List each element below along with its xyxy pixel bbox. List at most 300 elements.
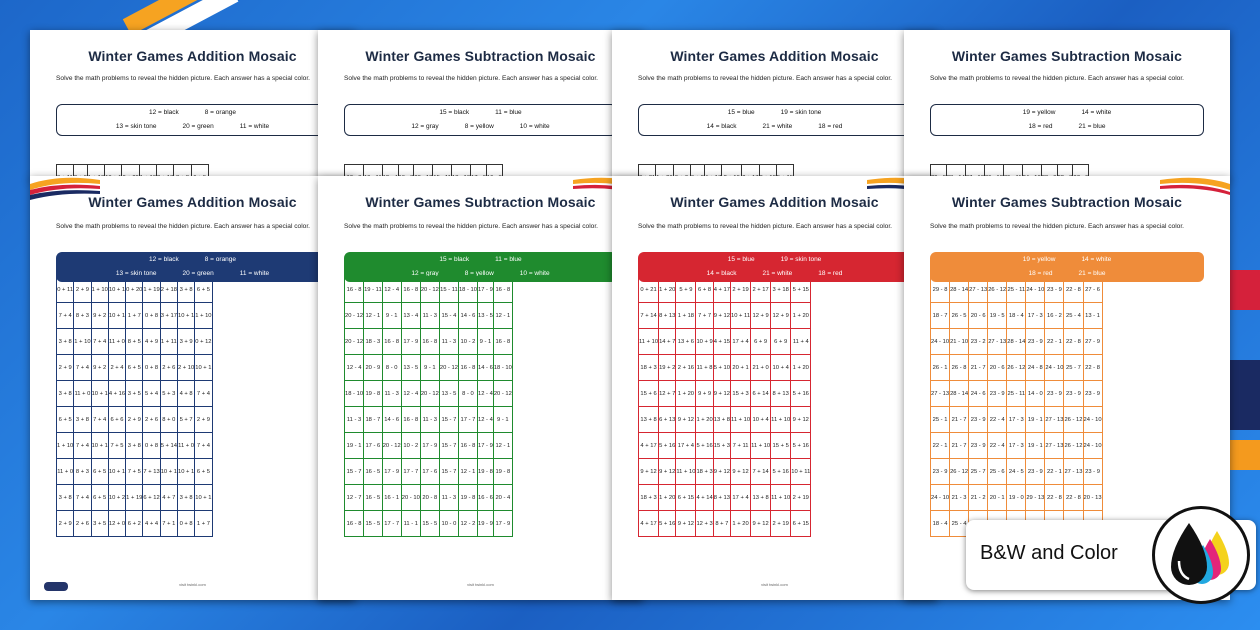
problem-cell: 3 + 18 [771, 277, 791, 303]
problem-cell: 17 - 7 [458, 407, 477, 433]
problem-cell: 8 + 13 [659, 303, 676, 329]
problem-cell: 9 - 1 [420, 355, 439, 381]
problem-cell: 10 + 9 [696, 329, 713, 355]
problem-cell: 19 + 2 [659, 355, 676, 381]
problem-cell: 27 - 13 [1045, 433, 1064, 459]
problem-cell: 6 + 8 [696, 277, 713, 303]
problem-cell: 20 - 6 [988, 355, 1007, 381]
worksheet-instructions: Solve the math problems to reveal the hidden picture. Each answer has a special color. [930, 75, 1185, 82]
problem-cell: 12 - 4 [401, 381, 420, 407]
problem-cell: 20 - 4 [493, 485, 512, 511]
problem-cell: 0 + 21 [639, 277, 659, 303]
legend-item: 21 = white [762, 123, 793, 130]
problem-cell: 5 + 16 [771, 459, 791, 485]
problem-cell: 4 + 17 [639, 433, 659, 459]
legend-item: 20 = green [182, 123, 214, 130]
grid-row [345, 381, 513, 407]
grid-row [57, 511, 213, 537]
problem-cell: 8 + 3 [74, 459, 91, 485]
problem-cell: 25 - 6 [988, 459, 1007, 485]
grid-row [639, 303, 811, 329]
problem-cell: 20 - 13 [1083, 485, 1102, 511]
grid-row [57, 329, 213, 355]
problem-cell: 12 - 4 [478, 381, 494, 407]
problem-cell: 25 - 11 [1007, 277, 1026, 303]
problem-cell: 19 - 1 [1026, 433, 1045, 459]
problem-cell: 24 - 6 [969, 381, 988, 407]
ink-drops-svg [1155, 509, 1247, 601]
problem-cell: 0 + 20 [126, 277, 143, 303]
problem-cell: 12 + 9 [751, 303, 771, 329]
worksheet-footer [626, 582, 923, 594]
problem-cell: 7 + 4 [74, 355, 91, 381]
problem-cell: 21 - 10 [950, 329, 969, 355]
problem-cell: 10 + 1 [177, 459, 194, 485]
legend-item: 11 = blue [495, 256, 522, 263]
grid-row [345, 485, 513, 511]
problem-cell: 24 - 8 [1026, 355, 1045, 381]
problem-cell: 13 + 6 [676, 329, 696, 355]
legend-item: 18 = red [1028, 270, 1053, 277]
problem-cell: 10 + 1 [177, 303, 194, 329]
problem-cell: 12 - 1 [458, 459, 477, 485]
problem-cell: 15 - 7 [439, 433, 458, 459]
grid-row [57, 407, 213, 433]
problem-cell: 20 - 8 [420, 485, 439, 511]
problem-cell: 16 - 1 [382, 485, 401, 511]
problem-cell: 1 + 18 [676, 303, 696, 329]
problem-cell: 12 - 1 [493, 433, 512, 459]
problem-cell: 19 - 5 [988, 303, 1007, 329]
problem-cell: 11 - 3 [345, 407, 364, 433]
problem-cell: 14 - 6 [382, 407, 401, 433]
problem-cell: 7 + 4 [195, 433, 212, 459]
problem-cell: 23 - 9 [1026, 329, 1045, 355]
ink-drops-icon [1152, 506, 1250, 604]
legend-item: 12 = gray [411, 270, 439, 277]
problem-cell: 10 + 1 [108, 303, 125, 329]
legend-item: 10 = white [519, 270, 550, 277]
problem-cell: 12 - 2 [458, 511, 477, 537]
problem-cell: 22 - 8 [1083, 355, 1102, 381]
problem-cell: 6 + 5 [126, 355, 143, 381]
grid-row [639, 485, 811, 511]
problem-cell: 11 + 10 [771, 407, 791, 433]
problem-cell: 22 - 1 [1045, 459, 1064, 485]
problem-cell: 1 + 10 [57, 433, 74, 459]
problem-cell: 10 + 1 [108, 459, 125, 485]
color-legend [930, 104, 1204, 136]
problem-cell: 9 + 12 [713, 381, 730, 407]
problem-cell: 4 + 15 [713, 329, 730, 355]
grid-row [931, 303, 1103, 329]
problem-cell: 18 + 3 [639, 355, 659, 381]
problem-cell: 7 + 5 [126, 459, 143, 485]
problem-cell: 8 + 5 [126, 329, 143, 355]
problem-cell: 11 - 3 [439, 329, 458, 355]
problem-cell: 3 + 8 [177, 277, 194, 303]
problem-cell: 2 + 9 [74, 277, 91, 303]
grid-row [57, 485, 213, 511]
worksheet-addition2-color [612, 176, 937, 600]
problem-cell: 18 - 10 [345, 381, 364, 407]
problem-cell: 27 - 13 [969, 277, 988, 303]
problem-cell: 6 + 12 [143, 485, 160, 511]
problem-cell: 7 + 7 [696, 303, 713, 329]
problem-cell: 13 - 4 [401, 303, 420, 329]
legend-item: 14 = black [706, 123, 737, 130]
problem-cell: 1 + 10 [74, 329, 91, 355]
grid-row [639, 459, 811, 485]
problem-cell: 11 + 0 [57, 459, 74, 485]
color-legend [638, 104, 911, 136]
problem-cell: 1 + 7 [195, 511, 212, 537]
grid-row [345, 303, 513, 329]
problem-cell: 0 + 8 [143, 303, 160, 329]
grid-row [345, 511, 513, 537]
grid-row [639, 381, 811, 407]
problem-cell: 5 + 4 [143, 381, 160, 407]
problem-cell: 22 - 8 [1064, 277, 1083, 303]
problem-cell: 10 + 4 [751, 407, 771, 433]
problem-cell: 17 - 6 [420, 459, 439, 485]
problem-cell: 16 - 8 [493, 277, 512, 303]
problem-cell: 4 + 8 [177, 381, 194, 407]
legend-item: 12 = gray [411, 123, 439, 130]
problem-cell: 10 - 2 [401, 433, 420, 459]
problem-cell: 16 - 8 [345, 511, 364, 537]
problem-cell: 14 - 0 [1026, 381, 1045, 407]
problem-cell: 4 + 4 [143, 511, 160, 537]
problem-cell: 25 - 11 [1007, 381, 1026, 407]
problem-cell: 10 + 11 [791, 459, 811, 485]
problem-cell: 6 + 2 [126, 511, 143, 537]
problem-cell: 1 + 20 [731, 511, 751, 537]
problem-cell: 3 + 8 [74, 407, 91, 433]
problem-cell: 21 - 7 [950, 433, 969, 459]
problem-cell: 21 - 7 [969, 355, 988, 381]
problem-cell: 10 + 1 [195, 485, 212, 511]
problem-cell: 2 + 6 [74, 511, 91, 537]
problem-cell: 25 - 7 [1064, 355, 1083, 381]
problem-cell: 6 + 5 [91, 459, 108, 485]
problem-cell: 17 - 7 [401, 459, 420, 485]
worksheet-title: Winter Games Subtraction Mosaic [951, 48, 1183, 64]
problem-cell: 9 - 1 [493, 407, 512, 433]
problem-cell: 8 - 0 [382, 355, 401, 381]
problem-cell: 9 + 12 [791, 407, 811, 433]
footer-url: visit twinkl.com [467, 582, 494, 587]
problem-cell: 9 + 12 [676, 407, 696, 433]
worksheet-instructions: Solve the math problems to reveal the hidden picture. Each answer has a special color. [56, 75, 311, 82]
problem-cell: 15 + 6 [639, 381, 659, 407]
legend-item: 21 = white [762, 270, 793, 277]
color-legend [344, 104, 617, 136]
worksheet-addition-bw-back [30, 30, 355, 180]
problem-cell: 3 + 8 [57, 329, 74, 355]
problem-cell: 17 - 9 [478, 277, 494, 303]
worksheet-addition2-bw-back [612, 30, 937, 180]
problem-cell: 19 - 9 [478, 511, 494, 537]
problem-cell: 17 + 4 [731, 329, 751, 355]
legend-item: 8 = yellow [464, 123, 494, 130]
footer-url: visit twinkl.com [179, 582, 206, 587]
problem-cell: 23 - 2 [969, 329, 988, 355]
problem-cell: 28 - 14 [1007, 329, 1026, 355]
problem-cell: 25 - 4 [950, 511, 969, 537]
problem-cell: 13 + 8 [713, 407, 730, 433]
problem-cell: 12 + 9 [771, 303, 791, 329]
worksheet-subtraction2-bw-back [904, 30, 1230, 180]
problem-cell: 19 - 8 [364, 381, 383, 407]
grid-row [931, 407, 1103, 433]
problem-cell: 21 + 0 [751, 355, 771, 381]
legend-item: 15 = black [439, 109, 470, 116]
problem-cell: 6 + 15 [791, 511, 811, 537]
problem-cell: 1 + 7 [126, 303, 143, 329]
problem-cell: 10 + 1 [91, 381, 108, 407]
problem-cell: 1 + 19 [143, 277, 160, 303]
worksheet-instructions: Solve the math problems to reveal the hidden picture. Each answer has a special color. [930, 223, 1185, 230]
problem-cell: 20 - 1 [988, 485, 1007, 511]
problem-cell: 15 - 4 [439, 303, 458, 329]
problem-cell: 16 - 8 [458, 433, 477, 459]
grid-row [57, 355, 213, 381]
problem-cell: 19 - 8 [493, 459, 512, 485]
problem-cell: 22 - 4 [988, 433, 1007, 459]
worksheet-footer [44, 582, 341, 594]
problem-cell: 24 - 10 [931, 485, 950, 511]
worksheet-instructions: Solve the math problems to reveal the hidden picture. Each answer has a special color. [344, 223, 599, 230]
problem-cell: 2 + 9 [126, 407, 143, 433]
problem-cell: 28 - 14 [950, 277, 969, 303]
grid-row [931, 433, 1103, 459]
problem-cell: 7 + 4 [91, 329, 108, 355]
worksheet-title: Winter Games Subtraction Mosaic [365, 194, 596, 210]
problem-cell: 26 - 12 [1064, 433, 1083, 459]
worksheet-subtraction-bw-back [318, 30, 643, 180]
problem-cell: 11 + 10 [771, 485, 791, 511]
problem-cell: 5 + 16 [659, 433, 676, 459]
grid-row [931, 355, 1103, 381]
problem-cell: 1 + 19 [126, 485, 143, 511]
problem-cell: 17 - 9 [382, 459, 401, 485]
problem-cell: 23 - 9 [969, 433, 988, 459]
problem-cell: 18 + 3 [696, 459, 713, 485]
problem-cell: 11 + 8 [696, 355, 713, 381]
problem-cell: 28 - 14 [950, 381, 969, 407]
bw-and-color-badge [966, 520, 1256, 590]
problem-cell: 8 + 7 [713, 511, 730, 537]
problem-cell: 3 + 17 [160, 303, 177, 329]
problem-cell: 6 + 5 [195, 277, 212, 303]
grid-row [931, 381, 1103, 407]
problem-cell: 23 - 9 [1045, 277, 1064, 303]
problem-cell: 18 + 3 [639, 485, 659, 511]
problem-cell: 15 - 7 [439, 459, 458, 485]
problem-cell: 1 + 10 [91, 277, 108, 303]
problem-cell: 23 - 9 [1083, 381, 1102, 407]
problem-cell: 20 - 12 [420, 381, 439, 407]
problem-cell: 1 + 20 [791, 355, 811, 381]
problem-cell: 8 + 13 [713, 485, 730, 511]
legend-item: 19 = yellow [1022, 256, 1056, 263]
problem-cell: 2 + 17 [751, 277, 771, 303]
legend-item: 21 = blue [1078, 123, 1106, 130]
worksheet-instructions: Solve the math problems to reveal the hidden picture. Each answer has a special color. [638, 223, 893, 230]
problem-cell: 2 + 9 [57, 355, 74, 381]
worksheet-title: Winter Games Addition Mosaic [670, 194, 879, 210]
problem-cell: 20 - 12 [345, 303, 364, 329]
grid-row [931, 459, 1103, 485]
legend-item: 8 = orange [204, 256, 237, 263]
problem-cell: 6 + 5 [57, 407, 74, 433]
problem-cell: 11 + 10 [751, 433, 771, 459]
problem-cell: 15 - 7 [439, 407, 458, 433]
grid-row [57, 459, 213, 485]
worksheet-footer [332, 582, 629, 594]
worksheet-title: Winter Games Addition Mosaic [670, 48, 879, 64]
problem-cell: 0 + 8 [143, 355, 160, 381]
problem-cell: 4 + 16 [108, 381, 125, 407]
problem-cell: 7 + 4 [74, 433, 91, 459]
problem-cell: 13 + 8 [751, 485, 771, 511]
problem-cell: 1 + 20 [696, 407, 713, 433]
problem-cell: 24 - 10 [1045, 355, 1064, 381]
problem-cell: 22 - 1 [1045, 329, 1064, 355]
worksheet-title: Winter Games Subtraction Mosaic [365, 48, 596, 64]
problem-cell: 11 - 3 [382, 381, 401, 407]
worksheet-instructions: Solve the math problems to reveal the hidden picture. Each answer has a special color. [56, 223, 311, 230]
problem-grid [638, 276, 811, 537]
problem-cell: 26 - 1 [931, 355, 950, 381]
problem-cell: 5 + 14 [160, 433, 177, 459]
problem-cell: 18 - 7 [931, 303, 950, 329]
problem-cell: 7 + 13 [143, 459, 160, 485]
problem-cell: 17 + 4 [731, 485, 751, 511]
problem-cell: 18 - 3 [364, 329, 383, 355]
problem-cell: 19 - 8 [458, 485, 477, 511]
problem-cell: 27 - 13 [1064, 459, 1083, 485]
worksheet-title: Winter Games Addition Mosaic [88, 194, 297, 210]
problem-cell: 19 - 1 [345, 433, 364, 459]
problem-cell: 0 + 12 [195, 329, 212, 355]
problem-cell: 2 + 6 [160, 355, 177, 381]
problem-cell: 12 - 7 [345, 485, 364, 511]
problem-cell: 23 - 9 [931, 459, 950, 485]
problem-cell: 15 - 7 [345, 459, 364, 485]
problem-cell: 3 + 8 [57, 381, 74, 407]
problem-cell: 17 - 7 [382, 511, 401, 537]
problem-cell: 9 + 12 [713, 303, 730, 329]
problem-cell: 12 + 0 [108, 511, 125, 537]
worksheet-instructions: Solve the math problems to reveal the hidden picture. Each answer has a special color. [344, 75, 599, 82]
problem-cell: 3 + 9 [177, 329, 194, 355]
legend-item: 19 = yellow [1022, 109, 1056, 116]
legend-item: 13 = skin tone [115, 123, 157, 130]
problem-cell: 7 + 1 [160, 511, 177, 537]
problem-cell: 10 + 11 [731, 303, 751, 329]
legend-item: 12 = black [148, 256, 179, 263]
grid-row [57, 303, 213, 329]
problem-cell: 16 - 8 [493, 329, 512, 355]
problem-cell: 19 - 0 [1007, 485, 1026, 511]
problem-cell: 9 + 12 [639, 459, 659, 485]
problem-cell: 1 + 20 [659, 485, 676, 511]
problem-cell: 13 + 8 [639, 407, 659, 433]
problem-cell: 9 + 9 [696, 381, 713, 407]
problem-cell: 17 - 9 [493, 511, 512, 537]
problem-cell: 11 - 3 [420, 303, 439, 329]
problem-cell: 11 + 0 [177, 433, 194, 459]
problem-cell: 17 - 9 [478, 433, 494, 459]
problem-cell: 3 + 8 [177, 485, 194, 511]
problem-cell: 2 + 4 [108, 355, 125, 381]
problem-cell: 16 - 2 [1045, 303, 1064, 329]
problem-cell: 4 + 17 [639, 511, 659, 537]
legend-item: 15 = blue [727, 109, 755, 116]
problem-cell: 22 - 4 [988, 407, 1007, 433]
problem-cell: 19 - 11 [364, 277, 383, 303]
grid-row [345, 407, 513, 433]
problem-cell: 26 - 12 [1064, 407, 1083, 433]
legend-item: 21 = blue [1078, 270, 1106, 277]
problem-cell: 5 + 16 [791, 433, 811, 459]
problem-cell: 4 + 9 [143, 329, 160, 355]
legend-item: 18 = red [818, 270, 843, 277]
problem-cell: 3 + 8 [126, 433, 143, 459]
problem-cell: 13 - 5 [439, 381, 458, 407]
grid-row [639, 407, 811, 433]
problem-cell: 7 + 4 [91, 407, 108, 433]
problem-cell: 6 + 5 [195, 459, 212, 485]
problem-cell: 8 - 0 [458, 381, 477, 407]
legend-item: 10 = white [519, 123, 550, 130]
worksheet-instructions: Solve the math problems to reveal the hidden picture. Each answer has a special color. [638, 75, 893, 82]
problem-cell: 11 + 0 [74, 381, 91, 407]
legend-item: 15 = blue [727, 256, 755, 263]
problem-cell: 1 + 10 [195, 303, 212, 329]
problem-cell: 24 - 5 [1007, 459, 1026, 485]
problem-cell: 0 + 8 [177, 511, 194, 537]
problem-cell: 27 - 13 [931, 381, 950, 407]
problem-cell: 20 - 12 [493, 381, 512, 407]
problem-cell: 1 + 20 [659, 277, 676, 303]
problem-cell: 26 - 12 [988, 277, 1007, 303]
problem-cell: 25 - 1 [931, 407, 950, 433]
problem-cell: 2 + 9 [57, 511, 74, 537]
problem-cell: 19 - 8 [478, 459, 494, 485]
problem-cell: 15 - 11 [439, 277, 458, 303]
problem-cell: 5 + 16 [659, 511, 676, 537]
grid-row [57, 277, 213, 303]
worksheet-title: Winter Games Addition Mosaic [88, 48, 297, 64]
problem-cell: 20 - 12 [420, 277, 439, 303]
legend-item: 11 = white [239, 123, 270, 130]
problem-cell: 5 + 15 [791, 277, 811, 303]
problem-cell: 16 - 8 [401, 407, 420, 433]
problem-cell: 20 - 12 [382, 433, 401, 459]
problem-cell: 15 + 3 [731, 381, 751, 407]
problem-cell: 15 - 5 [364, 511, 383, 537]
problem-cell: 11 - 1 [401, 511, 420, 537]
grid-row [639, 329, 811, 355]
problem-cell: 12 + 7 [659, 381, 676, 407]
legend-item: 20 = green [182, 270, 214, 277]
problem-cell: 11 - 3 [420, 407, 439, 433]
problem-cell: 2 + 18 [160, 277, 177, 303]
problem-cell: 6 + 15 [676, 485, 696, 511]
